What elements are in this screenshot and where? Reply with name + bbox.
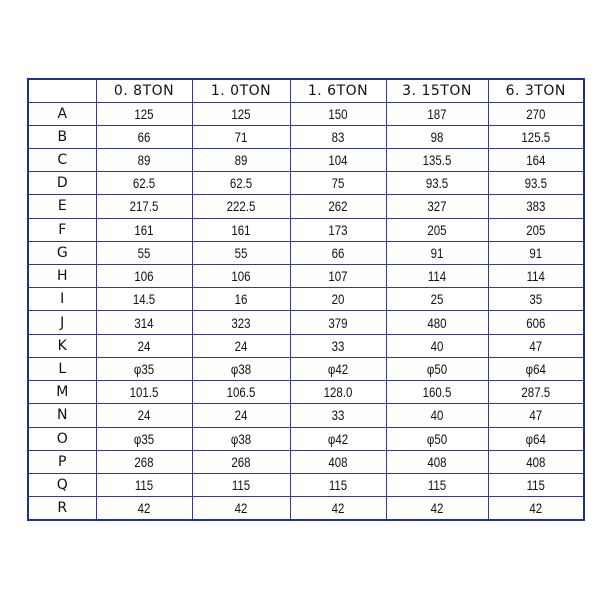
table-cell: φ35 bbox=[105, 357, 184, 380]
table-cell: 161 bbox=[201, 218, 281, 241]
table-cell: 115 bbox=[105, 474, 184, 497]
table-cell: 160.5 bbox=[395, 381, 479, 404]
column-header: 6. 3TON bbox=[488, 79, 584, 102]
row-label: L bbox=[28, 357, 96, 380]
table-corner-cell bbox=[28, 79, 96, 102]
table-cell: 62.5 bbox=[105, 172, 184, 195]
column-header: 1. 6TON bbox=[290, 79, 386, 102]
table-cell: 25 bbox=[395, 288, 479, 311]
table-body bbox=[28, 102, 584, 520]
table-cell: φ50 bbox=[395, 357, 479, 380]
table-cell: 480 bbox=[395, 311, 479, 334]
table-cell: 47 bbox=[497, 334, 576, 357]
table-cell: φ42 bbox=[299, 427, 378, 450]
table-cell: 55 bbox=[105, 241, 184, 264]
row-label: C bbox=[28, 148, 96, 171]
row-label: D bbox=[28, 172, 96, 195]
table-cell: 91 bbox=[395, 241, 479, 264]
row-label: N bbox=[28, 404, 96, 427]
table-row bbox=[28, 450, 584, 473]
table-row bbox=[28, 288, 584, 311]
table-cell: 33 bbox=[299, 334, 378, 357]
table-cell: 222.5 bbox=[201, 195, 281, 218]
table-cell: 24 bbox=[105, 334, 184, 357]
row-label: H bbox=[28, 265, 96, 288]
table-cell: 71 bbox=[201, 125, 281, 148]
row-label: Q bbox=[28, 474, 96, 497]
table-row bbox=[28, 241, 584, 264]
table-cell: 33 bbox=[299, 404, 378, 427]
table-cell: 115 bbox=[201, 474, 281, 497]
table-cell: 89 bbox=[201, 148, 281, 171]
column-header: 0. 8TON bbox=[96, 79, 192, 102]
table-cell: 125 bbox=[201, 102, 281, 125]
table-cell: 75 bbox=[299, 172, 378, 195]
table-cell: 104 bbox=[299, 148, 378, 171]
table-row bbox=[28, 357, 584, 380]
table-cell: 314 bbox=[105, 311, 184, 334]
table-cell: 287.5 bbox=[497, 381, 576, 404]
table-row bbox=[28, 427, 584, 450]
table-cell: 24 bbox=[201, 334, 281, 357]
table-cell: 268 bbox=[201, 450, 281, 473]
table-row bbox=[28, 125, 584, 148]
row-label: O bbox=[28, 427, 96, 450]
row-label: A bbox=[28, 102, 96, 125]
table-cell: 106 bbox=[201, 265, 281, 288]
table-cell: 47 bbox=[497, 404, 576, 427]
table-cell: 125.5 bbox=[497, 125, 576, 148]
table-cell: 114 bbox=[497, 265, 576, 288]
table-cell: 115 bbox=[497, 474, 576, 497]
row-label: G bbox=[28, 241, 96, 264]
table-row bbox=[28, 311, 584, 334]
table-cell: 205 bbox=[395, 218, 479, 241]
row-label: B bbox=[28, 125, 96, 148]
table-cell: 115 bbox=[395, 474, 479, 497]
table-cell: 91 bbox=[497, 241, 576, 264]
table-cell: φ64 bbox=[497, 427, 576, 450]
row-label: M bbox=[28, 381, 96, 404]
table-cell: 66 bbox=[105, 125, 184, 148]
table-row bbox=[28, 334, 584, 357]
table-cell: 106.5 bbox=[201, 381, 281, 404]
table-cell: 42 bbox=[395, 497, 479, 520]
table-cell: 93.5 bbox=[395, 172, 479, 195]
table-cell: 24 bbox=[201, 404, 281, 427]
table-cell: 42 bbox=[497, 497, 576, 520]
table-cell: 42 bbox=[299, 497, 378, 520]
table-cell: 408 bbox=[299, 450, 378, 473]
table-cell: 161 bbox=[105, 218, 184, 241]
table-cell: 55 bbox=[201, 241, 281, 264]
table-cell: 217.5 bbox=[105, 195, 184, 218]
table-row bbox=[28, 195, 584, 218]
row-label: K bbox=[28, 334, 96, 357]
table-cell: 187 bbox=[395, 102, 479, 125]
table-cell: φ38 bbox=[201, 427, 281, 450]
table-cell: 101.5 bbox=[105, 381, 184, 404]
row-label: P bbox=[28, 450, 96, 473]
table-cell: 66 bbox=[299, 241, 378, 264]
table-row bbox=[28, 404, 584, 427]
table-cell: 98 bbox=[395, 125, 479, 148]
table-row bbox=[28, 218, 584, 241]
table-cell: 408 bbox=[395, 450, 479, 473]
row-label: I bbox=[28, 288, 96, 311]
table-header-row bbox=[28, 79, 584, 102]
table-cell: φ35 bbox=[105, 427, 184, 450]
table-row bbox=[28, 102, 584, 125]
row-label: E bbox=[28, 195, 96, 218]
dimension-spec-table bbox=[27, 78, 585, 521]
table-cell: 14.5 bbox=[105, 288, 184, 311]
table-cell: 42 bbox=[201, 497, 281, 520]
table-cell: 83 bbox=[299, 125, 378, 148]
table-row bbox=[28, 172, 584, 195]
row-label: F bbox=[28, 218, 96, 241]
table-cell: 89 bbox=[105, 148, 184, 171]
column-header: 3. 15TON bbox=[386, 79, 488, 102]
table-cell: 125 bbox=[105, 102, 184, 125]
row-label: R bbox=[28, 497, 96, 520]
table-cell: 107 bbox=[299, 265, 378, 288]
table-cell: 323 bbox=[201, 311, 281, 334]
table-row bbox=[28, 265, 584, 288]
table-cell: 262 bbox=[299, 195, 378, 218]
table-cell: φ50 bbox=[395, 427, 479, 450]
table-cell: 173 bbox=[299, 218, 378, 241]
table-cell: 114 bbox=[395, 265, 479, 288]
table-row bbox=[28, 474, 584, 497]
table-cell: 268 bbox=[105, 450, 184, 473]
table-cell: 40 bbox=[395, 334, 479, 357]
table-cell: 40 bbox=[395, 404, 479, 427]
table-cell: 135.5 bbox=[395, 148, 479, 171]
column-header: 1. 0TON bbox=[192, 79, 290, 102]
table-cell: 164 bbox=[497, 148, 576, 171]
table-cell: 93.5 bbox=[497, 172, 576, 195]
table-cell: 24 bbox=[105, 404, 184, 427]
table-cell: 408 bbox=[497, 450, 576, 473]
table-cell: 606 bbox=[497, 311, 576, 334]
table-cell: 327 bbox=[395, 195, 479, 218]
table-cell: φ38 bbox=[201, 357, 281, 380]
table-cell: 42 bbox=[105, 497, 184, 520]
row-label: J bbox=[28, 311, 96, 334]
table-cell: φ64 bbox=[497, 357, 576, 380]
table-cell: 62.5 bbox=[201, 172, 281, 195]
table-cell: 20 bbox=[299, 288, 378, 311]
table-cell: 16 bbox=[201, 288, 281, 311]
table-cell: 270 bbox=[497, 102, 576, 125]
table-cell: 150 bbox=[299, 102, 378, 125]
table-cell: 379 bbox=[299, 311, 378, 334]
table-cell: 383 bbox=[497, 195, 576, 218]
table-cell: 35 bbox=[497, 288, 576, 311]
table-cell: φ42 bbox=[299, 357, 378, 380]
table-cell: 205 bbox=[497, 218, 576, 241]
table-cell: 128.0 bbox=[299, 381, 378, 404]
table-cell: 106 bbox=[105, 265, 184, 288]
table-row bbox=[28, 381, 584, 404]
table-row bbox=[28, 497, 584, 520]
table-cell: 115 bbox=[299, 474, 378, 497]
table-row bbox=[28, 148, 584, 171]
